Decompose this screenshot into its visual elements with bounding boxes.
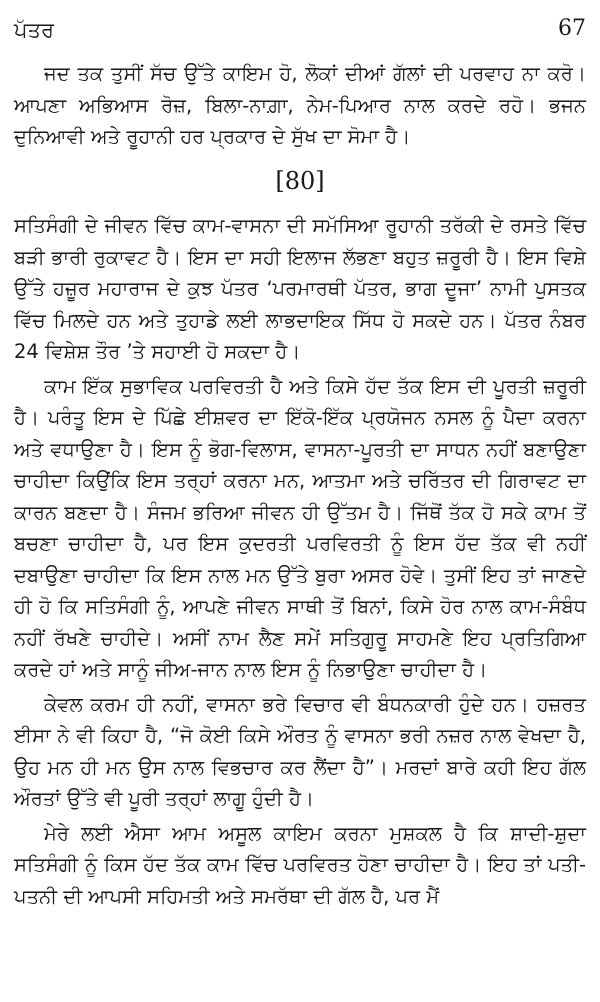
paragraph-4: ਮੇਰੇ ਲਈ ਐਸਾ ਆਮ ਅਸੂਲ ਕਾਇਮ ਕਰਨਾ ਮੁਸ਼ਕਲ ਹੈ ਕਿ ਸ਼ਾਦੀ-ਸ਼ੁਦਾ ਸਤਿਸੰਗੀ ਨੂੰ ਕਿਸ ਹੱਦ ਤੱਕ ਕਾਮ ਵਿੱਚ ਪਰਵਿਰਤ ਹੋਣਾ ਚਾਹੀਦਾ ਹੈ। ਇਹ ਤਾਂ ਪਤੀ-ਪਤਨੀ ਦੀ ਆਪਸੀ ਸਹਿਮਤੀ ਅਤੇ ਸਮਰੱਥਾ ਦੀ ਗੱਲ ਹੈ, ਪਰ ਮੈਂ xyxy=(14,821,586,908)
page-header xyxy=(0,10,600,50)
paragraph-2: ਕਾਮ ਇੱਕ ਸੁਭਾਵਿਕ ਪਰਵਿਰਤੀ ਹੈ ਅਤੇ ਕਿਸੇ ਹੱਦ ਤੱਕ ਇਸ ਦੀ ਪੂਰਤੀ ਜ਼ਰੂਰੀ ਹੈ। ਪਰੰਤੂ ਇਸ ਦੇ ਪਿੱਛੇ ਈਸ਼ਵਰ ਦਾ ਇੱਕੋ-ਇੱਕ ਪ੍ਰਯੋਜਨ ਨਸਲ ਨੂੰ ਪੈਦਾ ਕਰਨਾ ਅਤੇ ਵਧਾਉਣਾ ਹੈ। ਇਸ ਨੂੰ ਭੋਗ-ਵਿਲਾਸ, ਵਾਸਨਾ-ਪੂਰਤੀ ਦਾ ਸਾਧਨ ਨਹੀਂ ਬਣਾਉਣਾ ਚਾਹੀਦਾ ਕਿਉਂਕਿ ਇਸ ਤਰ੍ਹਾਂ ਕਰਨਾ ਮਨ, ਆਤਮਾ ਅਤੇ ਚਰਿੱਤਰ ਦੀ ਗਿਰਾਵਟ ਦਾ ਕਾਰਨ ਬਣਦਾ ਹੈ। ਸੰਜਮ ਭਰਿਆ ਜੀਵਨ ਹੀ ਉੱਤਮ ਹੈ। ਜਿੱਥੋਂ ਤੱਕ ਹੋ ਸਕੇ ਕਾਮ ਤੋਂ ਬਚਣਾ ਚਾਹੀਦਾ ਹੈ, ਪਰ ਇਸ ਕੁਦਰਤੀ ਪਰਵਿਰਤੀ ਨੂੰ ਇਸ ਹੱਦ ਤੱਕ ਵੀ ਨਹੀਂ ਦਬਾਉਣਾ ਚਾਹੀਦਾ ਕਿ ਇਸ ਨਾਲ ਮਨ ਉੱਤੇ ਬੁਰਾ ਅਸਰ ਹੋਵੇ। ਤੁਸੀਂ ਇਹ ਤਾਂ ਜਾਣਦੇ ਹੀ ਹੋ ਕਿ ਸਤਿਸੰਗੀ ਨੂੰ, ਆਪਣੇ ਜੀਵਨ ਸਾਥੀ ਤੋਂ ਬਿਨਾਂ, ਕਿਸੇ ਹੋਰ ਨਾਲ ਕਾਮ-ਸੰਬੰਧ ਨਹੀਂ ਰੱਖਣੇ ਚਾਹੀਦੇ। ਅਸੀਂ ਨਾਮ ਲੈਣ ਸਮੇਂ ਸਤਿਗੁਰੂ ਸਾਹਮਣੇ ਇਹ ਪ੍ਰਤਿਗਿਆ ਕਰਦੇ ਹਾਂ ਅਤੇ ਸਾਨੂੰ ਜੀਅ-ਜਾਨ ਨਾਲ ਇਸ ਨੂੰ ਨਿਭਾਉਣਾ ਚਾਹੀਦਾ ਹੈ। xyxy=(14,374,586,681)
section-number: [80] xyxy=(275,167,325,195)
section-body xyxy=(14,210,586,915)
paragraph-1: ਸਤਿਸੰਗੀ ਦੇ ਜੀਵਨ ਵਿੱਚ ਕਾਮ-ਵਾਸਨਾ ਦੀ ਸਮੱਸਿਆ ਰੂਹਾਨੀ ਤਰੱਕੀ ਦੇ ਰਸਤੇ ਵਿੱਚ ਬੜੀ ਭਾਰੀ ਰੁਕਾਵਟ ਹੈ। ਇਸ ਦਾ ਸਹੀ ਇਲਾਜ ਲੱਭਣਾ ਬਹੁਤ ਜ਼ਰੂਰੀ ਹੈ। ਇਸ ਵਿਸ਼ੇ ਉੱਤੇ ਹਜ਼ੂਰ ਮਹਾਰਾਜ ਦੇ ਕੁਝ ਪੱਤਰ ‘ਪਰਮਾਰਥੀ ਪੱਤਰ, ਭਾਗ ਦੂਜਾ’ ਨਾਮੀ ਪੁਸਤਕ ਵਿੱਚ ਮਿਲਦੇ ਹਨ ਅਤੇ ਤੁਹਾਡੇ ਲਈ ਲਾਭਦਾਇਕ ਸਿੱਧ ਹੋ ਸਕਦੇ ਹਨ। ਪੱਤਰ ਨੰਬਰ 24 ਵਿਸ਼ੇਸ਼ ਤੌਰ ’ਤੇ ਸਹਾਈ ਹੋ ਸਕਦਾ ਹੈ। xyxy=(14,214,586,363)
page-number: 67 xyxy=(558,16,586,41)
running-head: ਪੱਤਰ xyxy=(14,18,55,42)
intro-paragraph: ਜਦ ਤਕ ਤੁਸੀਂ ਸੱਚ ਉੱਤੇ ਕਾਇਮ ਹੋ, ਲੋਕਾਂ ਦੀਆਂ ਗੱਲਾਂ ਦੀ ਪਰਵਾਹ ਨਾ ਕਰੋ। ਆਪਣਾ ਅਭਿਆਸ ਰੋਜ਼, ਬਿਲਾ-ਨਾਗ਼ਾ, ਨੇਮ-ਪਿਆਰ ਨਾਲ ਕਰਦੇ ਰਹੋ। ਭਜਨ ਦੁਨਿਆਵੀ ਅਤੇ ਰੂਹਾਨੀ ਹਰ ਪ੍ਰਕਾਰ ਦੇ ਸੁੱਖ ਦਾ ਸੋਮਾ ਹੈ। xyxy=(14,62,586,148)
paragraph-3: ਕੇਵਲ ਕਰਮ ਹੀ ਨਹੀਂ, ਵਾਸਨਾ ਭਰੇ ਵਿਚਾਰ ਵੀ ਬੰਧਨਕਾਰੀ ਹੁੰਦੇ ਹਨ। ਹਜ਼ਰਤ ਈਸਾ ਨੇ ਵੀ ਕਿਹਾ ਹੈ, “ਜੋ ਕੋਈ ਕਿਸੇ ਔਰਤ ਨੂੰ ਵਾਸਨਾ ਭਰੀ ਨਜ਼ਰ ਨਾਲ ਵੇਖਦਾ ਹੈ, ਉਹ ਮਨ ਹੀ ਮਨ ਉਸ ਨਾਲ ਵਿਭਚਾਰ ਕਰ ਲੈਂਦਾ ਹੈ”। ਮਰਦਾਂ ਬਾਰੇ ਕਹੀ ਇਹ ਗੱਲ ਔਰਤਾਂ ਉੱਤੇ ਵੀ ਪੂਰੀ ਤਰ੍ਹਾਂ ਲਾਗੂ ਹੁੰਦੀ ਹੈ। xyxy=(14,692,586,810)
intro-block xyxy=(14,58,586,153)
